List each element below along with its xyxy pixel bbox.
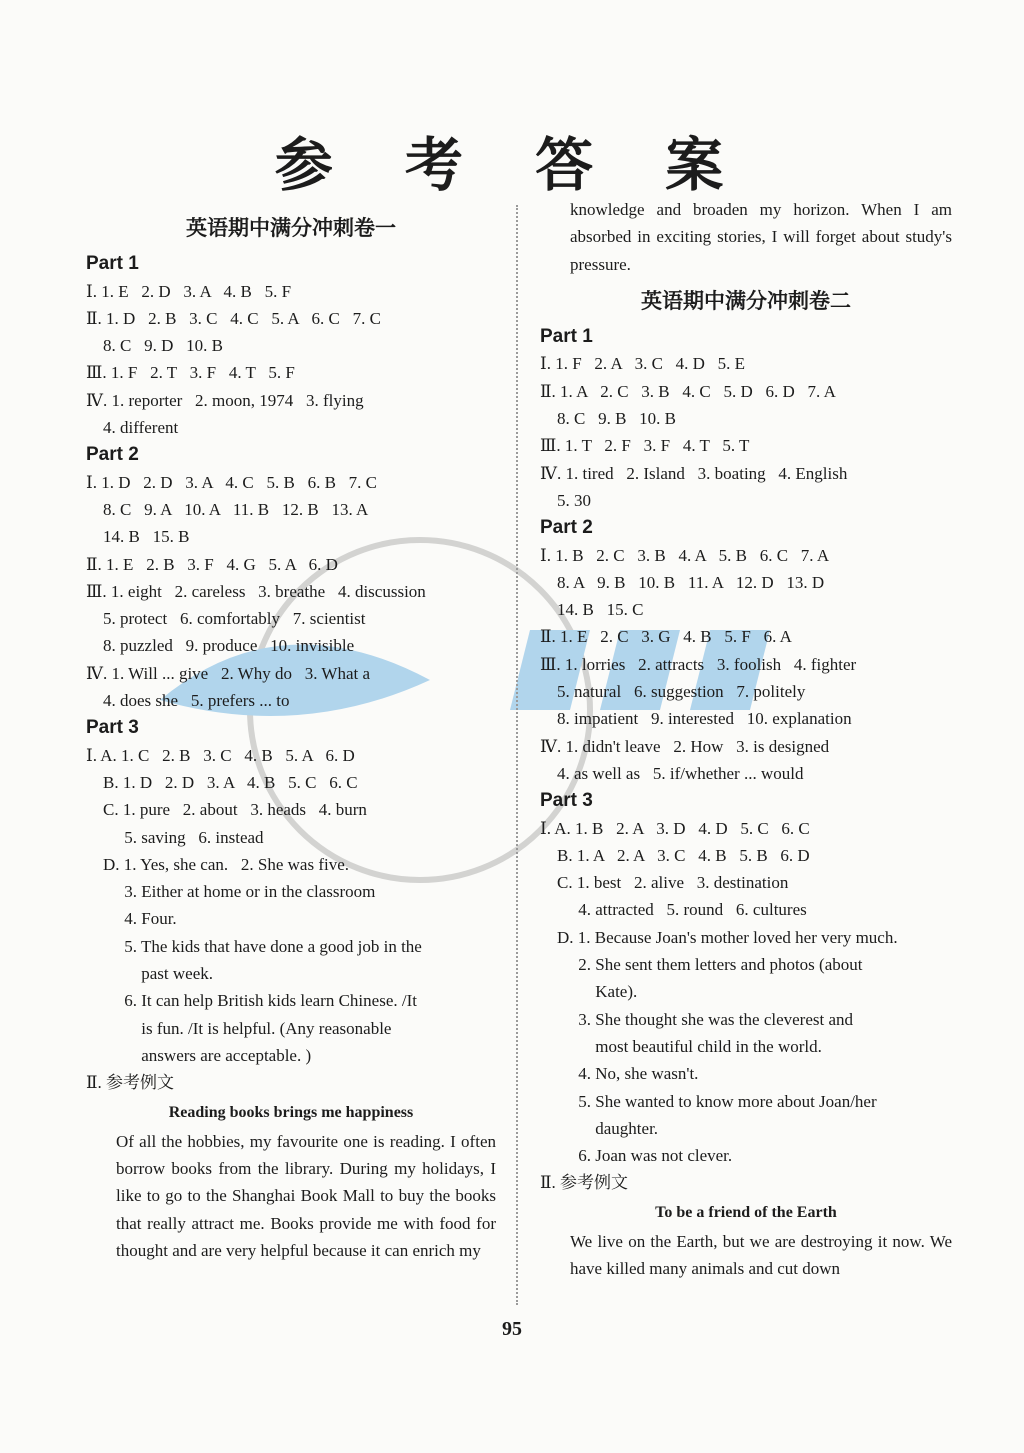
answer-line: B. 1. A 2. A 3. C 4. B 5. B 6. D (540, 845, 810, 865)
answer-line: Ⅰ. 1. F 2. A 3. C 4. D 5. E (540, 354, 746, 374)
answer-line: 5. 30 (540, 490, 591, 510)
answer-line: 5. saving 6. instead (86, 827, 264, 847)
left-answer-list (86, 250, 496, 1264)
answer-line: 4. No, she wasn't. (540, 1064, 699, 1084)
answer-line: Ⅲ. 1. lorries 2. attracts 3. foolish 4. fighter (540, 654, 857, 674)
left-column (86, 205, 496, 1264)
answer-line: Ⅱ. 参考例文 (86, 1073, 175, 1093)
column-divider (516, 205, 518, 1305)
answer-line: 8. C 9. B 10. B (540, 409, 677, 429)
part-heading: Part 2 (86, 444, 139, 466)
answer-line: 4. Four. (86, 909, 177, 929)
answer-line: Ⅰ. 1. D 2. D 3. A 4. C 5. B 6. B 7. C (86, 472, 378, 492)
answer-line: 8. impatient 9. interested 10. explanation (540, 709, 852, 729)
answer-line: C. 1. best 2. alive 3. destination (540, 873, 789, 893)
answer-line: Ⅲ. 1. F 2. T 3. F 4. T 5. F (86, 363, 295, 383)
answer-line: past week. (86, 964, 214, 984)
answer-line: 3. Either at home or in the classroom (86, 882, 376, 902)
page-number: 95 (502, 1318, 522, 1340)
answer-line: 14. B 15. B (86, 527, 190, 547)
answer-line: 4. attracted 5. round 6. cultures (540, 900, 807, 920)
answer-line: C. 1. pure 2. about 3. heads 4. burn (86, 800, 367, 820)
essay-paragraph: We live on the Earth, but we are destroying it now. We have killed many animals and cut down (570, 1231, 952, 1279)
part-heading: Part 1 (86, 253, 139, 275)
answer-line: 8. puzzled 9. produce 10. invisible (86, 636, 355, 656)
section-heading-left: 英语期中满分冲刺卷一 (186, 216, 396, 240)
answer-line: Ⅱ. 1. A 2. C 3. B 4. C 5. D 6. D 7. A (540, 381, 836, 401)
answer-line: Ⅰ. A. 1. B 2. A 3. D 4. D 5. C 6. C (540, 818, 810, 838)
answer-line: 8. C 9. A 10. A 11. B 12. B 13. A (86, 499, 369, 519)
answer-line: 3. She thought she was the cleverest and (540, 1009, 854, 1029)
part-heading: Part 1 (540, 326, 593, 348)
answer-line: Ⅱ. 1. E 2. B 3. F 4. G 5. A 6. D (86, 554, 338, 574)
answer-line: 5. natural 6. suggestion 7. politely (540, 682, 806, 702)
right-column (540, 196, 952, 1283)
essay-title: To be a friend of the Earth (655, 1203, 837, 1221)
answer-line: Ⅳ. 1. reporter 2. moon, 1974 3. flying (86, 390, 364, 410)
answer-line: is fun. /It is helpful. (Any reasonable (86, 1018, 392, 1038)
answer-line: Kate). (540, 982, 638, 1002)
essay-paragraph: knowledge and broaden my horizon. When I am absorbed in exciting stories, I will forget about study's pressure. (570, 200, 952, 274)
answer-line: Ⅱ. 1. D 2. B 3. C 4. C 5. A 6. C 7. C (86, 308, 381, 328)
answer-line: Ⅲ. 1. T 2. F 3. F 4. T 5. T (540, 436, 750, 456)
answer-line: Ⅳ. 1. Will ... give 2. Why do 3. What a (86, 663, 371, 683)
answer-line: Ⅲ. 1. eight 2. careless 3. breathe 4. discussion (86, 581, 426, 601)
right-answer-list (540, 196, 952, 1283)
answer-line: 6. Joan was not clever. (540, 1146, 733, 1166)
answer-line: 8. A 9. B 10. B 11. A 12. D 13. D (540, 572, 825, 592)
answer-line: most beautiful child in the world. (540, 1036, 822, 1056)
answer-line: 6. It can help British kids learn Chinese. /It (86, 991, 417, 1011)
section-heading: 英语期中满分冲刺卷二 (641, 288, 851, 313)
answer-line: B. 1. D 2. D 3. A 4. B 5. C 6. C (86, 772, 358, 792)
part-heading: Part 3 (540, 790, 593, 812)
answer-line: 14. B 15. C (540, 600, 644, 620)
answer-line: 2. She sent them letters and photos (about (540, 955, 863, 975)
part-heading: Part 3 (86, 717, 139, 739)
answer-line: 5. The kids that have done a good job in the (86, 936, 422, 956)
answer-line: Ⅳ. 1. didn't leave 2. How 3. is designed (540, 736, 830, 756)
answer-line: 5. protect 6. comfortably 7. scientist (86, 609, 366, 629)
answer-line: Ⅰ. 1. E 2. D 3. A 4. B 5. F (86, 281, 292, 301)
page-title: 参 考 答 案 (274, 131, 750, 199)
essay-title: Reading books brings me happiness (168, 1103, 414, 1121)
answer-line: 8. C 9. D 10. B (86, 336, 223, 356)
answer-line: D. 1. Yes, she can. 2. She was five. (86, 854, 350, 874)
essay-paragraph: Of all the hobbies, my favourite one is reading. I often borrow books from the library. During my holidays, I like to go to the Shanghai Book Mall to buy the books that really attract me. Books provide me with food for thought and are very helpful because it can enrich my (116, 1131, 496, 1260)
answer-line: Ⅰ. 1. B 2. C 3. B 4. A 5. B 6. C 7. A (540, 545, 830, 565)
answer-line: daughter. (540, 1118, 659, 1138)
answer-line: 4. different (86, 418, 179, 438)
answer-line: 4. as well as 5. if/whether ... would (540, 763, 804, 783)
answer-line: Ⅳ. 1. tired 2. Island 3. boating 4. English (540, 463, 848, 483)
answer-line: Ⅱ. 1. E 2. C 3. G 4. B 5. F 6. A (540, 627, 792, 647)
answer-line: answers are acceptable. ) (86, 1045, 312, 1065)
part-heading: Part 2 (540, 517, 593, 539)
answer-line: 4. does she 5. prefers ... to (86, 691, 290, 711)
answer-line: D. 1. Because Joan's mother loved her very much. (540, 927, 898, 947)
answer-line: Ⅱ. 参考例文 (540, 1173, 629, 1193)
answer-line: Ⅰ. A. 1. C 2. B 3. C 4. B 5. A 6. D (86, 745, 355, 765)
answer-line: 5. She wanted to know more about Joan/her (540, 1091, 877, 1111)
